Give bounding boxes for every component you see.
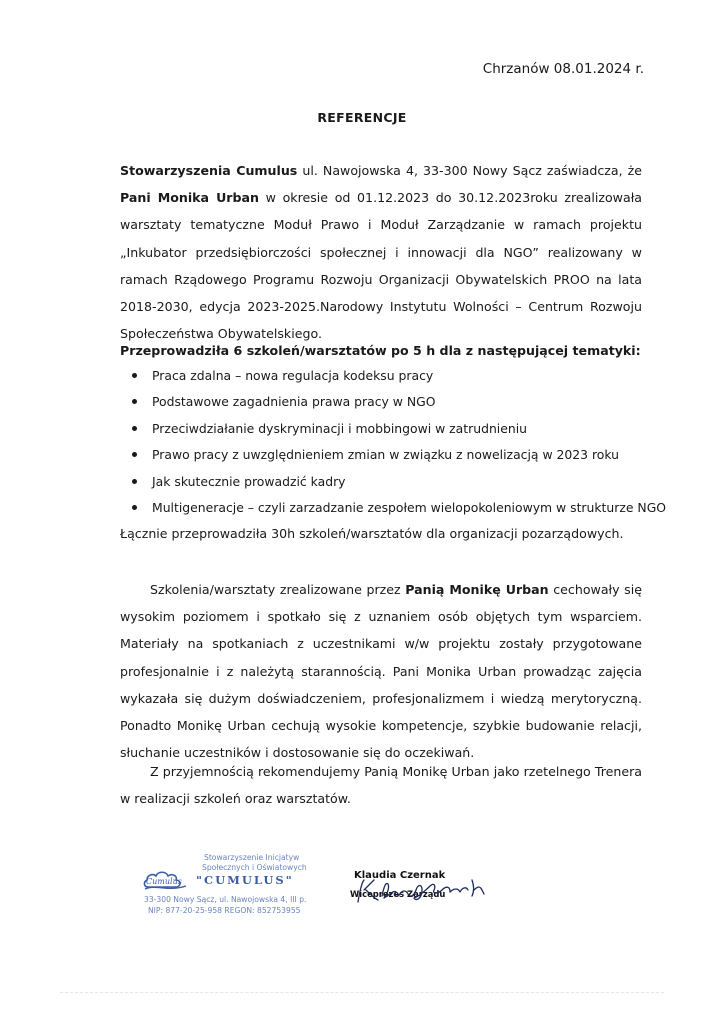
assessment-person-name: Panią Monikę Urban xyxy=(405,582,549,597)
assessment-text-1: Szkolenia/warsztaty zrealizowane przez xyxy=(150,582,406,597)
intro-text-1: ul. Nawojowska 4, 33-300 Nowy Sącz zaświadcza, że xyxy=(297,163,642,178)
recommendation-paragraph: Z przyjemnością rekomendujemy Panią Monikę Urban jako rzetelnego Trenera w realizacji szkoleń oraz warsztatów. xyxy=(120,764,642,807)
intro-paragraph xyxy=(120,157,642,347)
document-date: Chrzanów 08.01.2024 r. xyxy=(482,61,644,77)
stamp-logo-text: Cumulus xyxy=(146,877,182,886)
organization-name: Stowarzyszenia Cumulus xyxy=(120,163,298,178)
document-title: REFERENCJE xyxy=(317,110,407,125)
stamp-ids: NIP: 877-20-25-958 REGON: 852753955 xyxy=(148,906,301,915)
stamp-line-2: Społecznych i Oświatowych xyxy=(202,863,307,872)
list-item: Jak skutecznie prowadzić kadry xyxy=(120,472,666,498)
signature-block xyxy=(350,860,500,920)
stamp-address: 33-300 Nowy Sącz, ul. Nawojowska 4, III p. xyxy=(144,895,307,904)
list-item: Podstawowe zagadnienia prawa pracy w NGO xyxy=(120,392,666,418)
training-total: Łącznie przeprowadziła 30h szkoleń/warsztatów dla organizacji pozarządowych. xyxy=(120,526,624,541)
list-item: Prawo pracy z uwzględnieniem zmian w związku z nowelizacją w 2023 roku xyxy=(120,445,666,471)
stamp-name: "CUMULUS" xyxy=(196,873,294,887)
stamp-line-1: Stowarzyszenie Inicjatyw xyxy=(204,853,300,862)
list-item: Przeciwdziałanie dyskryminacji i mobbingowi w zatrudnieniu xyxy=(120,419,666,445)
handwritten-signature-icon xyxy=(350,860,500,920)
assessment-paragraph xyxy=(120,576,642,766)
list-item: Multigeneracje – czyli zarzadzanie zespołem wielopokoleniowym w strukturze NGO xyxy=(120,498,666,524)
signatory-role: Wiceprezes Zarządu xyxy=(350,889,446,899)
training-heading: Przeprowadziła 6 szkoleń/warsztatów po 5 h dla z następującej tematyki: xyxy=(120,343,641,358)
topics-list xyxy=(120,366,666,524)
person-name: Pani Monika Urban xyxy=(120,190,259,206)
footer-divider xyxy=(60,992,664,993)
assessment-text-2: cechowały się wysokim poziomem i spotkało się z uznaniem osób objętych tym wsparciem. Materiały na spotkaniach z uczestnikami w/w projektu zostały przygotowane profesjonalnie i z należytą starannością. Pani Monika Urban prowadząc zajęcia wykazała się dużym doświadczeniem, profesjonalizmem i wiedzą merytoryczną. Ponadto Monikę Urban cechują wysokie kompetencje, szybkie budowanie relacji, słuchanie uczestników i dostosowanie się do oczekiwań. xyxy=(120,582,642,761)
list-item: Praca zdalna – nowa regulacja kodeksu pracy xyxy=(120,366,666,392)
organization-stamp xyxy=(142,853,332,933)
intro-text-2: w okresie od 01.12.2023 do 30.12.2023roku zrealizowała warsztaty tematyczne Moduł Prawo i Moduł Zarządzanie w ramach projektu „Inkubator przedsiębiorczości społecznej i innowacji dla NGO” realizowany w ramach Rządowego Programu Rozwoju Organizacji Obywatelskich PROO na lata 2018-2030, edycja 2023-2025.Narodowy Instytutu Wolności – Centrum Rozwoju Społeczeństwa Obywatelskiego. xyxy=(120,190,642,342)
signatory-name: Klaudia Czernak xyxy=(354,870,446,881)
